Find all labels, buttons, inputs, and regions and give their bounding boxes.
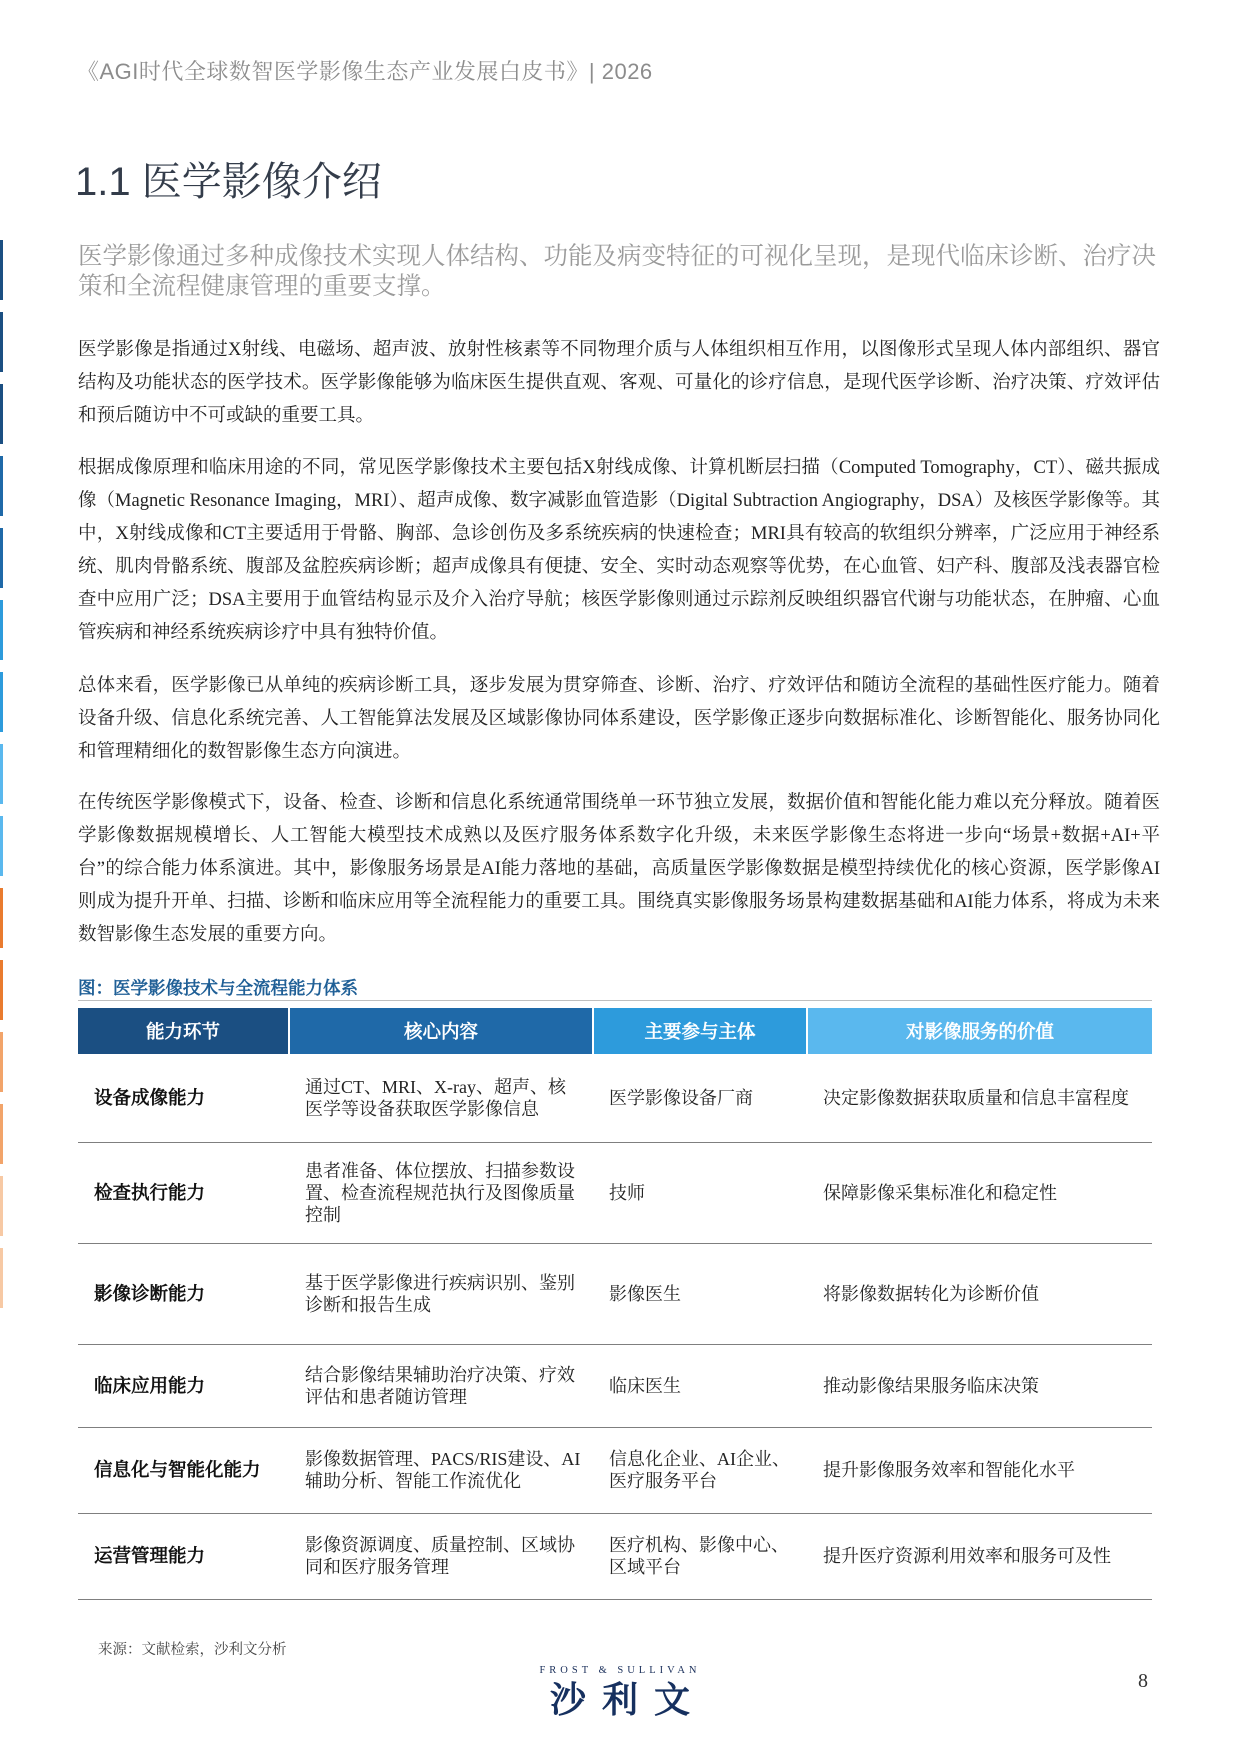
page-title: 1.1 医学影像介绍 bbox=[75, 160, 382, 204]
page-number: 8 bbox=[1138, 1670, 1148, 1692]
side-bar-segment bbox=[0, 1248, 3, 1308]
side-bar-segment bbox=[0, 744, 3, 804]
capability-name: 检查执行能力 bbox=[78, 1142, 289, 1243]
frost-sullivan-logo bbox=[520, 1665, 720, 1722]
side-bar-segment bbox=[0, 600, 3, 660]
side-bar-segment bbox=[0, 888, 3, 948]
logo-chinese-text: 沙利文 bbox=[549, 1679, 706, 1720]
participant-cell: 信息化企业、AI企业、医疗服务平台 bbox=[593, 1427, 807, 1513]
side-bar-segment bbox=[0, 456, 3, 516]
capability-table bbox=[78, 1008, 1152, 1600]
value-cell: 决定影像数据获取质量和信息丰富程度 bbox=[807, 1054, 1152, 1142]
side-bar-segment bbox=[0, 240, 3, 300]
page-header: 《AGI时代全球数智医学影像生态产业发展白皮书》| 2026 bbox=[77, 59, 653, 84]
side-bar-segment bbox=[0, 672, 3, 732]
value-cell: 推动影像结果服务临床决策 bbox=[807, 1344, 1152, 1427]
column-header: 能力环节 bbox=[78, 1008, 289, 1054]
participant-cell: 临床医生 bbox=[593, 1344, 807, 1427]
column-header: 对影像服务的价值 bbox=[807, 1008, 1152, 1054]
table-row bbox=[78, 1513, 1152, 1599]
core-content-cell: 影像数据管理、PACS/RIS建设、AI辅助分析、智能工作流优化 bbox=[289, 1427, 593, 1513]
column-header: 核心内容 bbox=[289, 1008, 593, 1054]
side-bar-segment bbox=[0, 1104, 3, 1164]
table-row bbox=[78, 1142, 1152, 1243]
core-content-cell: 通过CT、MRI、X-ray、超声、核医学等设备获取医学影像信息 bbox=[289, 1054, 593, 1142]
value-cell: 将影像数据转化为诊断价值 bbox=[807, 1243, 1152, 1344]
capability-name: 信息化与智能化能力 bbox=[78, 1427, 289, 1513]
value-cell: 保障影像采集标准化和稳定性 bbox=[807, 1142, 1152, 1243]
side-bar-segment bbox=[0, 960, 3, 1020]
capability-name: 设备成像能力 bbox=[78, 1054, 289, 1142]
capability-name: 影像诊断能力 bbox=[78, 1243, 289, 1344]
participant-cell: 影像医生 bbox=[593, 1243, 807, 1344]
body-paragraph-1: 医学影像是指通过X射线、电磁场、超声波、放射性核素等不同物理介质与人体组织相互作用，以图像形式呈现人体内部组织、器官结构及功能状态的医学技术。医学影像能够为临床医生提供直观、客观、可量化的诊疗信息，是现代医学诊断、治疗决策、疗效评估和预后随访中不可或缺的重要工具。 bbox=[78, 340, 1160, 426]
participant-cell: 技师 bbox=[593, 1142, 807, 1243]
side-bar-segment bbox=[0, 384, 3, 444]
figure-source: 来源：文献检索，沙利文分析 bbox=[98, 1642, 287, 1658]
table-header-row bbox=[78, 1008, 1152, 1054]
figure-caption-rule bbox=[78, 1000, 1152, 1001]
participant-cell: 医学影像设备厂商 bbox=[593, 1054, 807, 1142]
value-cell: 提升医疗资源利用效率和服务可及性 bbox=[807, 1513, 1152, 1599]
logo-english-text: FROST & SULLIVAN bbox=[539, 1665, 701, 1676]
core-content-cell: 基于医学影像进行疾病识别、鉴别诊断和报告生成 bbox=[289, 1243, 593, 1344]
side-bar-segment bbox=[0, 312, 3, 372]
side-bar-segment bbox=[0, 1176, 3, 1236]
body-paragraph-2: 根据成像原理和临床用途的不同，常见医学影像技术主要包括X射线成像、计算机断层扫描（Computed Tomography，CT）、磁共振成像（Magnetic Resonance Imaging，MRI）、超声成像、数字减影血管造影（Digital Subtraction Angiography，DSA）及核医学影像等。其中，X射线成像和CT主要适用于骨骼、胸部、急诊创伤及多系统疾病的快速检查；MRI具有较高的软组织分辨率，广泛应用于神经系统、肌肉骨骼系统、腹部及盆腔疾病诊断；超声成像具有便捷、安全、实时动态观察等优势，在心血管、妇产科、腹部及浅表器官检查中应用广泛；DSA主要用于血管结构显示及介入治疗导航；核医学影像则通过示踪剂反映组织器官代谢与功能状态，在肿瘤、心血管疾病和神经系统疾病诊疗中具有独特价值。 bbox=[78, 458, 1160, 643]
capability-name: 临床应用能力 bbox=[78, 1344, 289, 1427]
capability-name: 运营管理能力 bbox=[78, 1513, 289, 1599]
core-content-cell: 患者准备、体位摆放、扫描参数设置、检查流程规范执行及图像质量控制 bbox=[289, 1142, 593, 1243]
core-content-cell: 影像资源调度、质量控制、区域协同和医疗服务管理 bbox=[289, 1513, 593, 1599]
body-paragraph-3: 总体来看，医学影像已从单纯的疾病诊断工具，逐步发展为贯穿筛查、诊断、治疗、疗效评估和随访全流程的基础性医疗能力。随着设备升级、信息化系统完善、人工智能算法发展及区域影像协同体系建设，医学影像正逐步向数据标准化、诊断智能化、服务协同化和管理精细化的数智影像生态方向演进。 bbox=[78, 676, 1160, 762]
figure-caption: 图：医学影像技术与全流程能力体系 bbox=[78, 978, 358, 998]
side-bar-segment bbox=[0, 1032, 3, 1092]
side-bar-segment bbox=[0, 816, 3, 876]
core-content-cell: 结合影像结果辅助治疗决策、疗效评估和患者随访管理 bbox=[289, 1344, 593, 1427]
table-row bbox=[78, 1344, 1152, 1427]
lead-paragraph: 医学影像通过多种成像技术实现人体结构、功能及病变特征的可视化呈现，是现代临床诊断、治疗决策和全流程健康管理的重要支撑。 bbox=[78, 243, 1156, 300]
table-row bbox=[78, 1243, 1152, 1344]
table-row bbox=[78, 1054, 1152, 1142]
table-row bbox=[78, 1427, 1152, 1513]
value-cell: 提升影像服务效率和智能化水平 bbox=[807, 1427, 1152, 1513]
participant-cell: 医疗机构、影像中心、区域平台 bbox=[593, 1513, 807, 1599]
column-header: 主要参与主体 bbox=[593, 1008, 807, 1054]
side-bar-segment bbox=[0, 528, 3, 588]
body-paragraph-4: 在传统医学影像模式下，设备、检查、诊断和信息化系统通常围绕单一环节独立发展，数据价值和智能化能力难以充分释放。随着医学影像数据规模增长、人工智能大模型技术成熟以及医疗服务体系数字化升级，未来医学影像生态将进一步向“场景+数据+AI+平台”的综合能力体系演进。其中，影像服务场景是AI能力落地的基础，高质量医学影像数据是模型持续优化的核心资源，医学影像AI则成为提升开单、扫描、诊断和临床应用等全流程能力的重要工具。围绕真实影像服务场景构建数据基础和AI能力体系，将成为未来数智影像生态发展的重要方向。 bbox=[78, 793, 1160, 945]
